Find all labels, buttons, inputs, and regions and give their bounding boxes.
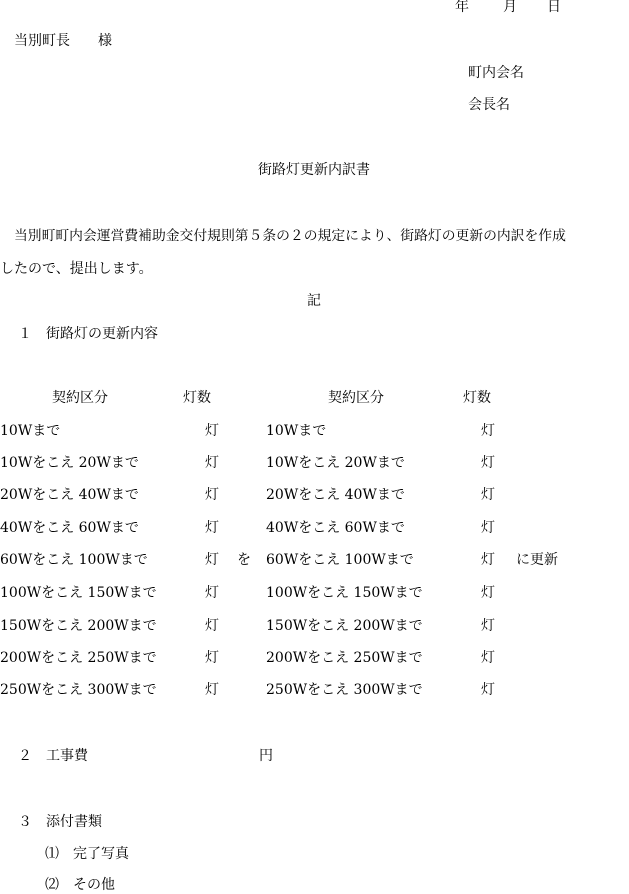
row-left-unit: 灯 <box>205 682 219 698</box>
row-left-label: 200Wをこえ 250Wまで <box>0 650 157 666</box>
row-right-label: 20Wをこえ 40Wまで <box>266 487 405 503</box>
document-title: 街路灯更新内訳書 <box>258 162 370 178</box>
row-left-unit: 灯 <box>205 650 219 666</box>
row-left-label: 10Wまで <box>0 423 61 439</box>
date-month: 月 <box>503 0 517 15</box>
date-line <box>455 0 565 16</box>
section-3-heading: ３ 添付書類 <box>18 814 102 830</box>
construction-cost-unit: 円 <box>259 748 273 764</box>
row-left-unit: 灯 <box>205 552 219 568</box>
header-contract-right: 契約区分 <box>328 390 384 406</box>
row-left-label: 150Wをこえ 200Wまで <box>0 618 157 634</box>
row-right-unit: 灯 <box>481 455 495 471</box>
ki-heading: 記 <box>307 293 321 309</box>
row-right-label: 10Wをこえ 20Wまで <box>266 455 405 471</box>
row-left-label: 100Wをこえ 150Wまで <box>0 585 157 601</box>
row-right-label: 200Wをこえ 250Wまで <box>266 650 423 666</box>
row-right-label: 40Wをこえ 60Wまで <box>266 520 405 536</box>
addressee: 当別町長 様 <box>14 33 112 49</box>
row-left-unit: 灯 <box>205 423 219 439</box>
row-left-unit: 灯 <box>205 585 219 601</box>
attachment-item-2: ⑵ その他 <box>45 877 115 893</box>
date-year: 年 <box>455 0 469 15</box>
row-left-label: 40Wをこえ 60Wまで <box>0 520 139 536</box>
row-right-unit: 灯 <box>481 585 495 601</box>
row-left-label: 20Wをこえ 40Wまで <box>0 487 139 503</box>
connector-wo: を <box>237 552 251 568</box>
header-count-right: 灯数 <box>463 390 491 406</box>
update-suffix: に更新 <box>516 552 558 568</box>
row-right-unit: 灯 <box>481 487 495 503</box>
row-right-label: 250Wをこえ 300Wまで <box>266 682 423 698</box>
date-day: 日 <box>547 0 561 15</box>
attachment-item-1: ⑴ 完了写真 <box>45 846 129 862</box>
section-2-heading: ２ 工事費 <box>18 748 88 764</box>
row-right-unit: 灯 <box>481 650 495 666</box>
row-left-label: 10Wをこえ 20Wまで <box>0 455 139 471</box>
header-contract-left: 契約区分 <box>52 390 108 406</box>
row-right-label: 150Wをこえ 200Wまで <box>266 618 423 634</box>
association-name-label: 町内会名 <box>468 65 524 81</box>
body-text-line-2: したので、提出します。 <box>0 261 153 277</box>
row-left-label: 250Wをこえ 300Wまで <box>0 682 157 698</box>
section-1-heading: １ 街路灯の更新内容 <box>18 326 158 342</box>
header-count-left: 灯数 <box>183 390 211 406</box>
row-left-label: 60Wをこえ 100Wまで <box>0 552 148 568</box>
row-right-label: 60Wをこえ 100Wまで <box>266 552 414 568</box>
row-left-unit: 灯 <box>205 520 219 536</box>
row-right-label: 100Wをこえ 150Wまで <box>266 585 423 601</box>
row-left-unit: 灯 <box>205 487 219 503</box>
chair-name-label: 会長名 <box>468 97 510 113</box>
row-right-unit: 灯 <box>481 423 495 439</box>
row-right-unit: 灯 <box>481 618 495 634</box>
row-right-label: 10Wまで <box>266 423 327 439</box>
row-left-unit: 灯 <box>205 618 219 634</box>
row-right-unit: 灯 <box>481 682 495 698</box>
row-left-unit: 灯 <box>205 455 219 471</box>
row-right-unit: 灯 <box>481 552 495 568</box>
row-right-unit: 灯 <box>481 520 495 536</box>
body-text-line-1: 当別町町内会運営費補助金交付規則第５条の２の規定により、街路灯の更新の内訳を作成 <box>14 228 566 244</box>
